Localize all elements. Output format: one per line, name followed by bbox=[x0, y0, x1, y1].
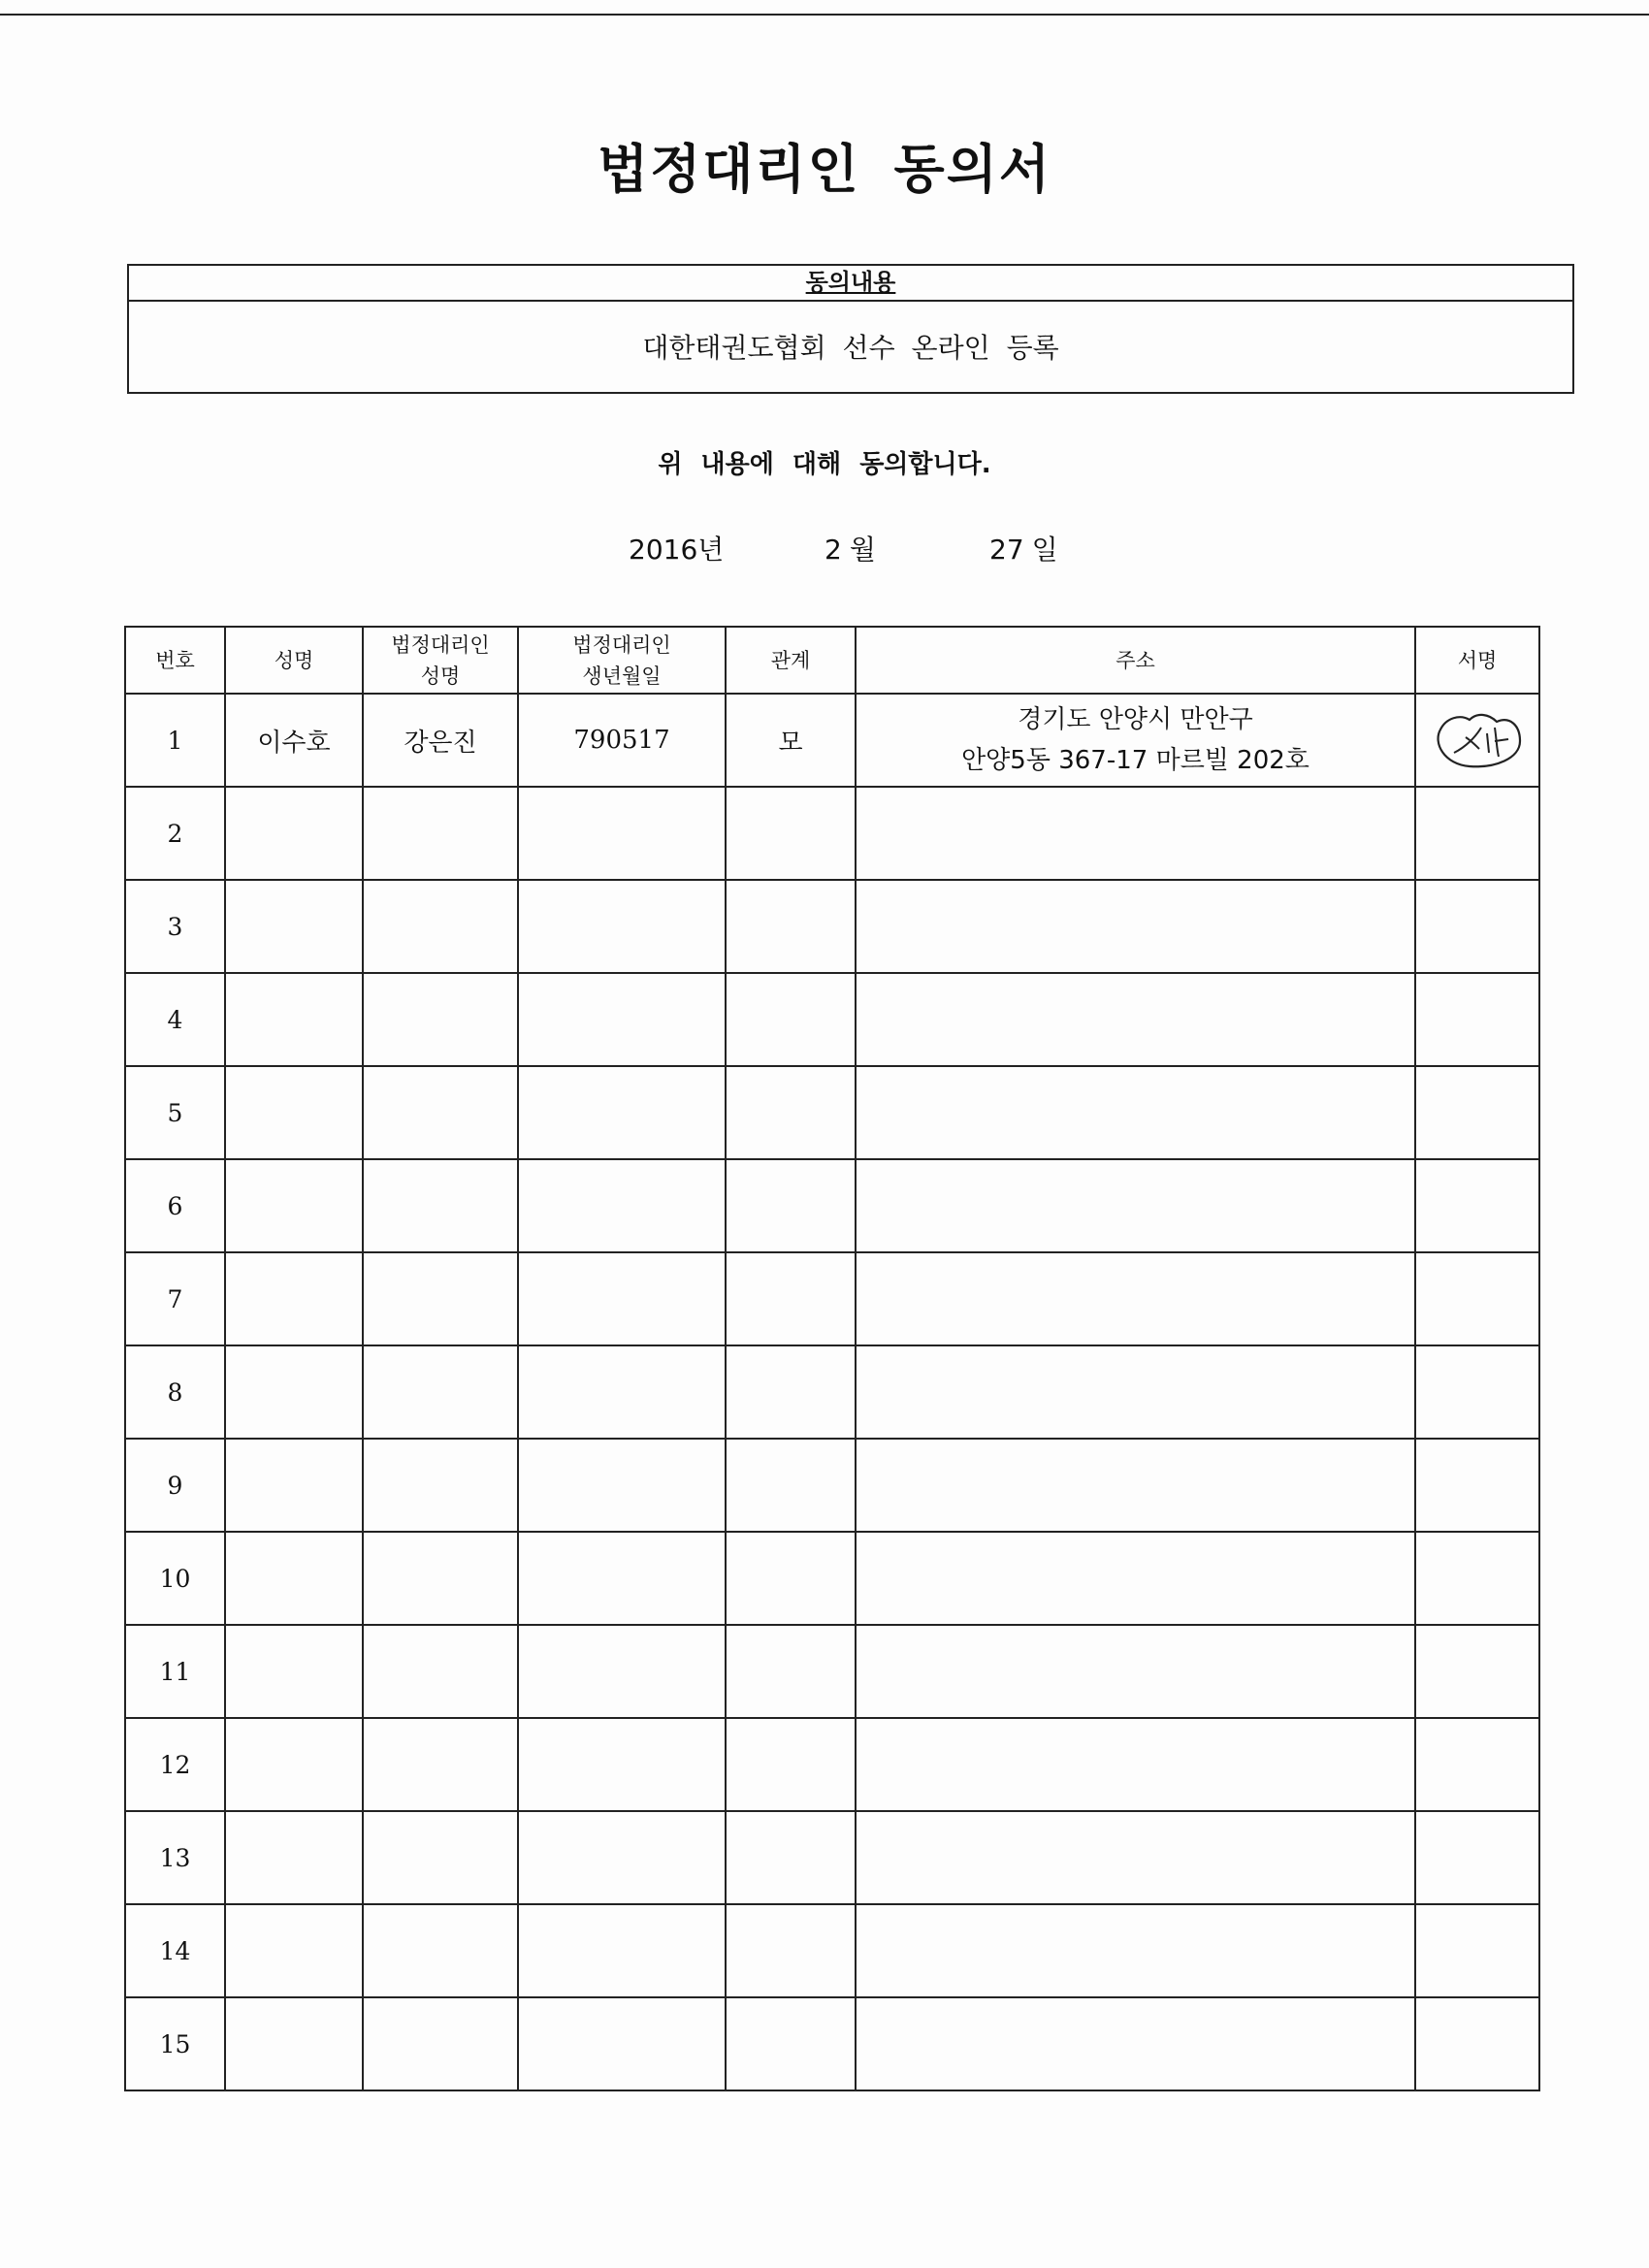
date-day bbox=[989, 529, 1058, 567]
table-row bbox=[125, 1159, 1539, 1252]
table-row bbox=[125, 1439, 1539, 1532]
cell-no: 7 bbox=[125, 1252, 225, 1345]
cell-guardian-birth bbox=[518, 1997, 726, 2090]
cell-guardian-name bbox=[363, 1625, 518, 1718]
cell-relation bbox=[726, 787, 856, 880]
cell-signature bbox=[1415, 1345, 1539, 1439]
cell-guardian-name bbox=[363, 1811, 518, 1904]
cell-guardian-name bbox=[363, 1066, 518, 1159]
cell-signature bbox=[1415, 1252, 1539, 1345]
consent-box bbox=[127, 264, 1574, 394]
cell-guardian-birth bbox=[518, 1159, 726, 1252]
cell-relation bbox=[726, 1066, 856, 1159]
cell-guardian-name bbox=[363, 1718, 518, 1811]
cell-address bbox=[856, 1532, 1415, 1625]
cell-guardian-name bbox=[363, 880, 518, 973]
header-guardian-name-line1: 법정대리인 bbox=[391, 632, 490, 657]
cell-guardian-name bbox=[363, 1904, 518, 1997]
cell-name bbox=[225, 1904, 363, 1997]
cell-guardian-name bbox=[363, 1345, 518, 1439]
header-guardian-birth-line2: 생년월일 bbox=[582, 664, 662, 688]
cell-no: 4 bbox=[125, 973, 225, 1066]
table-row bbox=[125, 694, 1539, 787]
cell-relation bbox=[726, 1904, 856, 1997]
address-line2: 안양5동 367-17 마르빌 202호 bbox=[961, 746, 1310, 775]
cell-no: 11 bbox=[125, 1625, 225, 1718]
cell-relation bbox=[726, 973, 856, 1066]
cell-guardian-name: 강은진 bbox=[363, 694, 518, 787]
header-guardian-name bbox=[363, 627, 518, 694]
cell-address bbox=[856, 1345, 1415, 1439]
header-no: 번호 bbox=[125, 627, 225, 694]
header-guardian-birth bbox=[518, 627, 726, 694]
cell-relation bbox=[726, 1625, 856, 1718]
cell-relation bbox=[726, 1439, 856, 1532]
cell-guardian-birth bbox=[518, 1066, 726, 1159]
cell-relation: 모 bbox=[726, 694, 856, 787]
cell-guardian-birth bbox=[518, 1718, 726, 1811]
cell-guardian-birth bbox=[518, 1252, 726, 1345]
cell-signature bbox=[1415, 1066, 1539, 1159]
table-row bbox=[125, 1066, 1539, 1159]
cell-address bbox=[856, 1811, 1415, 1904]
cell-relation bbox=[726, 880, 856, 973]
cell-address bbox=[856, 1252, 1415, 1345]
cell-name bbox=[225, 787, 363, 880]
cell-signature bbox=[1415, 1811, 1539, 1904]
cell-address bbox=[856, 880, 1415, 973]
date-year-unit: 년 bbox=[697, 534, 725, 566]
cell-address bbox=[856, 1718, 1415, 1811]
cell-relation bbox=[726, 1252, 856, 1345]
cell-no: 15 bbox=[125, 1997, 225, 2090]
cell-address bbox=[856, 1997, 1415, 2090]
header-name: 성명 bbox=[225, 627, 363, 694]
table-row bbox=[125, 787, 1539, 880]
date-day-unit: 일 bbox=[1031, 534, 1058, 566]
cell-relation bbox=[726, 1532, 856, 1625]
cell-no: 2 bbox=[125, 787, 225, 880]
cell-guardian-birth bbox=[518, 1625, 726, 1718]
cell-no: 8 bbox=[125, 1345, 225, 1439]
cell-signature bbox=[1415, 1439, 1539, 1532]
header-signature: 서명 bbox=[1415, 627, 1539, 694]
cell-name bbox=[225, 1811, 363, 1904]
cell-name bbox=[225, 973, 363, 1066]
cell-name bbox=[225, 1345, 363, 1439]
table-row bbox=[125, 1532, 1539, 1625]
cell-signature bbox=[1415, 787, 1539, 880]
cell-relation bbox=[726, 1159, 856, 1252]
table-row bbox=[125, 1997, 1539, 2090]
table-row bbox=[125, 1718, 1539, 1811]
cell-no: 14 bbox=[125, 1904, 225, 1997]
date-month bbox=[824, 529, 876, 567]
cell-guardian-name bbox=[363, 1252, 518, 1345]
cell-name bbox=[225, 1718, 363, 1811]
cell-address bbox=[856, 1625, 1415, 1718]
header-guardian-name-line2: 성명 bbox=[420, 664, 461, 688]
consent-header bbox=[129, 266, 1572, 302]
cell-relation bbox=[726, 1718, 856, 1811]
agree-statement: 위 내용에 대해 동의합니다. bbox=[658, 450, 991, 479]
cell-no: 6 bbox=[125, 1159, 225, 1252]
table-header-row bbox=[125, 627, 1539, 694]
header-address: 주소 bbox=[856, 627, 1415, 694]
cell-no: 13 bbox=[125, 1811, 225, 1904]
cell-guardian-birth bbox=[518, 1439, 726, 1532]
cell-name bbox=[225, 1066, 363, 1159]
cell-guardian-name bbox=[363, 1532, 518, 1625]
cell-no: 12 bbox=[125, 1718, 225, 1811]
date-month-unit: 월 bbox=[849, 534, 876, 566]
cell-no: 5 bbox=[125, 1066, 225, 1159]
cell-guardian-name bbox=[363, 787, 518, 880]
cell-name bbox=[225, 1159, 363, 1252]
cell-name bbox=[225, 1439, 363, 1532]
cell-guardian-name bbox=[363, 973, 518, 1066]
cell-signature bbox=[1415, 1532, 1539, 1625]
date-month-value: 2 bbox=[824, 534, 842, 566]
cell-guardian-name bbox=[363, 1439, 518, 1532]
cell-name bbox=[225, 880, 363, 973]
cell-signature bbox=[1415, 1159, 1539, 1252]
cell-signature bbox=[1415, 973, 1539, 1066]
cell-guardian-birth bbox=[518, 787, 726, 880]
date-year bbox=[629, 529, 724, 567]
cell-relation bbox=[726, 1997, 856, 2090]
table-row bbox=[125, 880, 1539, 973]
cell-signature bbox=[1415, 880, 1539, 973]
cell-no: 9 bbox=[125, 1439, 225, 1532]
cell-address bbox=[856, 1066, 1415, 1159]
cell-name bbox=[225, 1532, 363, 1625]
table-row bbox=[125, 1252, 1539, 1345]
date-day-value: 27 bbox=[989, 534, 1024, 566]
cell-guardian-birth bbox=[518, 1532, 726, 1625]
cell-guardian-name bbox=[363, 1997, 518, 2090]
consent-header-label: 동의내용 bbox=[805, 269, 896, 296]
cell-relation bbox=[726, 1345, 856, 1439]
cell-no: 10 bbox=[125, 1532, 225, 1625]
table-row bbox=[125, 973, 1539, 1066]
cell-guardian-birth bbox=[518, 1345, 726, 1439]
cell-name bbox=[225, 1252, 363, 1345]
cell-no: 3 bbox=[125, 880, 225, 973]
top-border-line bbox=[0, 14, 1649, 16]
guardian-table bbox=[124, 626, 1540, 2091]
cell-guardian-birth bbox=[518, 973, 726, 1066]
consent-content: 대한태권도협회 선수 온라인 등록 bbox=[642, 332, 1059, 364]
cell-signature bbox=[1415, 1997, 1539, 2090]
cell-name bbox=[225, 1997, 363, 2090]
cell-address bbox=[856, 1159, 1415, 1252]
cell-guardian-birth bbox=[518, 1811, 726, 1904]
cell-relation bbox=[726, 1811, 856, 1904]
cell-guardian-name bbox=[363, 1159, 518, 1252]
cell-signature bbox=[1415, 1904, 1539, 1997]
cell-no: 1 bbox=[125, 694, 225, 787]
header-guardian-birth-line1: 법정대리인 bbox=[572, 632, 671, 657]
handwritten-signature bbox=[1427, 708, 1528, 772]
cell-signature bbox=[1415, 694, 1539, 787]
cell-address bbox=[856, 973, 1415, 1066]
table-row bbox=[125, 1345, 1539, 1439]
address-line1: 경기도 안양시 만안구 bbox=[1018, 705, 1253, 734]
table-row bbox=[125, 1904, 1539, 1997]
cell-signature bbox=[1415, 1718, 1539, 1811]
cell-guardian-birth bbox=[518, 880, 726, 973]
cell-address bbox=[856, 787, 1415, 880]
cell-address bbox=[856, 694, 1415, 787]
cell-signature bbox=[1415, 1625, 1539, 1718]
cell-name: 이수호 bbox=[225, 694, 363, 787]
cell-name bbox=[225, 1625, 363, 1718]
cell-guardian-birth bbox=[518, 1904, 726, 1997]
table-row bbox=[125, 1811, 1539, 1904]
cell-address bbox=[856, 1904, 1415, 1997]
header-relation: 관계 bbox=[726, 627, 856, 694]
date-year-value: 2016 bbox=[629, 534, 698, 566]
cell-address bbox=[856, 1439, 1415, 1532]
cell-guardian-birth: 790517 bbox=[518, 694, 726, 787]
table-row bbox=[125, 1625, 1539, 1718]
page-title: 법정대리인 동의서 bbox=[597, 139, 1052, 200]
